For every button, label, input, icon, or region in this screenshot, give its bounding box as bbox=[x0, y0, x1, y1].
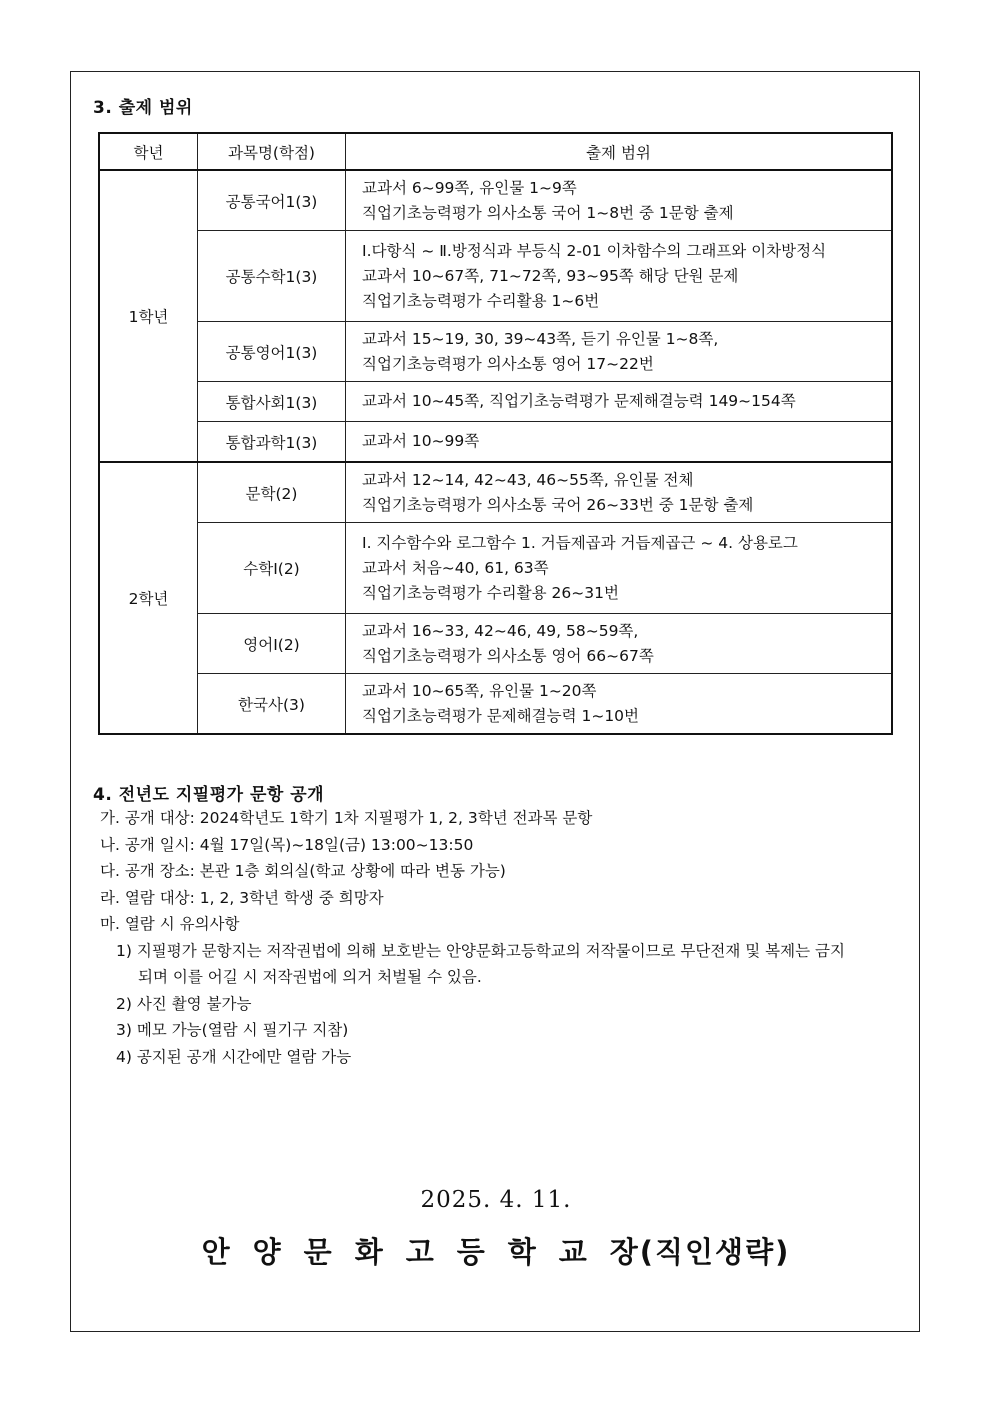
range-cell bbox=[346, 523, 893, 614]
subject-cell: 수학Ⅰ(2) bbox=[198, 523, 346, 614]
list-item: 라. 열람 대상: 1, 2, 3학년 학생 중 희망자 bbox=[100, 888, 384, 907]
subject-cell: 문학(2) bbox=[198, 462, 346, 523]
school-char-last: 장(직인생략) bbox=[609, 1235, 791, 1269]
range-line: 교과서 12~14, 42~43, 46~55쪽, 유인물 전체 bbox=[362, 470, 694, 489]
list-item: 나. 공개 일시: 4월 17일(목)~18일(금) 13:00~13:50 bbox=[100, 835, 474, 854]
school-char: 고 bbox=[405, 1235, 436, 1269]
table-row bbox=[99, 231, 892, 322]
exam-range-table bbox=[98, 132, 893, 735]
range-cell bbox=[346, 422, 893, 463]
table-row bbox=[99, 382, 892, 422]
table-row bbox=[99, 422, 892, 463]
table-row bbox=[99, 614, 892, 674]
table-row bbox=[99, 523, 892, 614]
table-row bbox=[99, 170, 892, 231]
range-line: 직업기초능력평가 의사소통 국어 26~33번 중 1문항 출제 bbox=[362, 495, 754, 514]
school-char: 화 bbox=[354, 1235, 385, 1269]
subject-cell: 공통영어1(3) bbox=[198, 322, 346, 382]
header-range: 출제 범위 bbox=[346, 133, 893, 170]
issue-date: 2025. 4. 11. bbox=[420, 1187, 572, 1213]
range-line: 교과서 10~99쪽 bbox=[362, 432, 480, 450]
range-cell bbox=[346, 322, 893, 382]
subject-cell: 통합과학1(3) bbox=[198, 422, 346, 463]
subject-cell: 영어Ⅰ(2) bbox=[198, 614, 346, 674]
range-line: 직업기초능력평가 의사소통 국어 1~8번 중 1문항 출제 bbox=[362, 203, 734, 222]
list-item: 다. 공개 장소: 본관 1층 회의실(학교 상황에 따라 변동 가능) bbox=[100, 862, 506, 880]
table-row bbox=[99, 462, 892, 523]
range-cell bbox=[346, 170, 893, 231]
range-line: Ⅰ.다항식 ~ Ⅱ.방정식과 부등식 2-01 이차함수의 그래프와 이차방정식 bbox=[362, 241, 827, 260]
range-line: 교과서 16~33, 42~46, 49, 58~59쪽, bbox=[362, 621, 639, 640]
school-char: 교 bbox=[558, 1235, 589, 1269]
header-grade: 학년 bbox=[99, 133, 198, 170]
subject-cell: 통합사회1(3) bbox=[198, 382, 346, 422]
grade-cell: 1학년 bbox=[99, 170, 198, 462]
header-subject: 과목명(학점) bbox=[198, 133, 346, 170]
disclosure-list bbox=[100, 805, 900, 1070]
grade-cell: 2학년 bbox=[99, 462, 198, 734]
list-item: 마. 열람 시 유의사항 bbox=[100, 915, 240, 933]
table-row bbox=[99, 322, 892, 382]
range-cell bbox=[346, 231, 893, 322]
school-char: 양 bbox=[252, 1235, 283, 1269]
section-3-title: 3. 출제 범위 bbox=[93, 98, 193, 118]
range-line: 직업기초능력평가 의사소통 영어 66~67쪽 bbox=[362, 646, 654, 665]
table-row bbox=[99, 674, 892, 735]
range-line: 직업기초능력평가 수리활용 1~6번 bbox=[362, 291, 600, 310]
range-line: 직업기초능력평가 문제해결능력 1~10번 bbox=[362, 706, 640, 725]
subject-cell: 공통수학1(3) bbox=[198, 231, 346, 322]
section-4-title: 4. 전년도 지필평가 문항 공개 bbox=[93, 785, 325, 805]
note-item: 4) 공지된 공개 시간에만 열람 가능 bbox=[116, 1047, 352, 1066]
school-principal-signature bbox=[0, 1230, 992, 1271]
range-line: 교과서 10~67쪽, 71~72쪽, 93~95쪽 해당 단원 문제 bbox=[362, 266, 739, 285]
school-char: 학 bbox=[507, 1235, 538, 1269]
range-line: 직업기초능력평가 수리활용 26~31번 bbox=[362, 583, 619, 602]
range-line: 교과서 6~99쪽, 유인물 1~9쪽 bbox=[362, 178, 577, 197]
range-line: 교과서 10~45쪽, 직업기초능력평가 문제해결능력 149~154쪽 bbox=[362, 392, 796, 410]
note-item: 1) 지필평가 문항지는 저작권법에 의해 보호받는 안양문화고등학교의 저작물이므로 무단전재 및 복제는 금지 bbox=[116, 941, 845, 960]
subject-cell: 공통국어1(3) bbox=[198, 170, 346, 231]
school-char: 문 bbox=[303, 1235, 334, 1269]
range-line: 교과서 15~19, 30, 39~43쪽, 듣기 유인물 1~8쪽, bbox=[362, 329, 719, 348]
school-char: 등 bbox=[456, 1235, 487, 1269]
range-cell bbox=[346, 462, 893, 523]
range-cell bbox=[346, 382, 893, 422]
range-cell bbox=[346, 674, 893, 735]
range-cell bbox=[346, 614, 893, 674]
range-line: 교과서 처음~40, 61, 63쪽 bbox=[362, 558, 549, 577]
range-line: I. 지수함수와 로그함수 1. 거듭제곱과 거듭제곱근 ~ 4. 상용로그 bbox=[362, 533, 798, 552]
note-item-continued: 되며 이를 어길 시 저작권법에 의거 처벌될 수 있음. bbox=[138, 968, 482, 986]
note-item: 2) 사진 촬영 불가능 bbox=[116, 994, 252, 1013]
table-header-row bbox=[99, 133, 892, 170]
school-char: 안 bbox=[201, 1235, 232, 1269]
range-line: 교과서 10~65쪽, 유인물 1~20쪽 bbox=[362, 681, 597, 700]
list-item: 가. 공개 대상: 2024학년도 1학기 1차 지필평가 1, 2, 3학년 전과목 문항 bbox=[100, 809, 593, 827]
note-item: 3) 메모 가능(열람 시 필기구 지참) bbox=[116, 1021, 349, 1039]
range-line: 직업기초능력평가 의사소통 영어 17~22번 bbox=[362, 354, 654, 373]
subject-cell: 한국사(3) bbox=[198, 674, 346, 735]
